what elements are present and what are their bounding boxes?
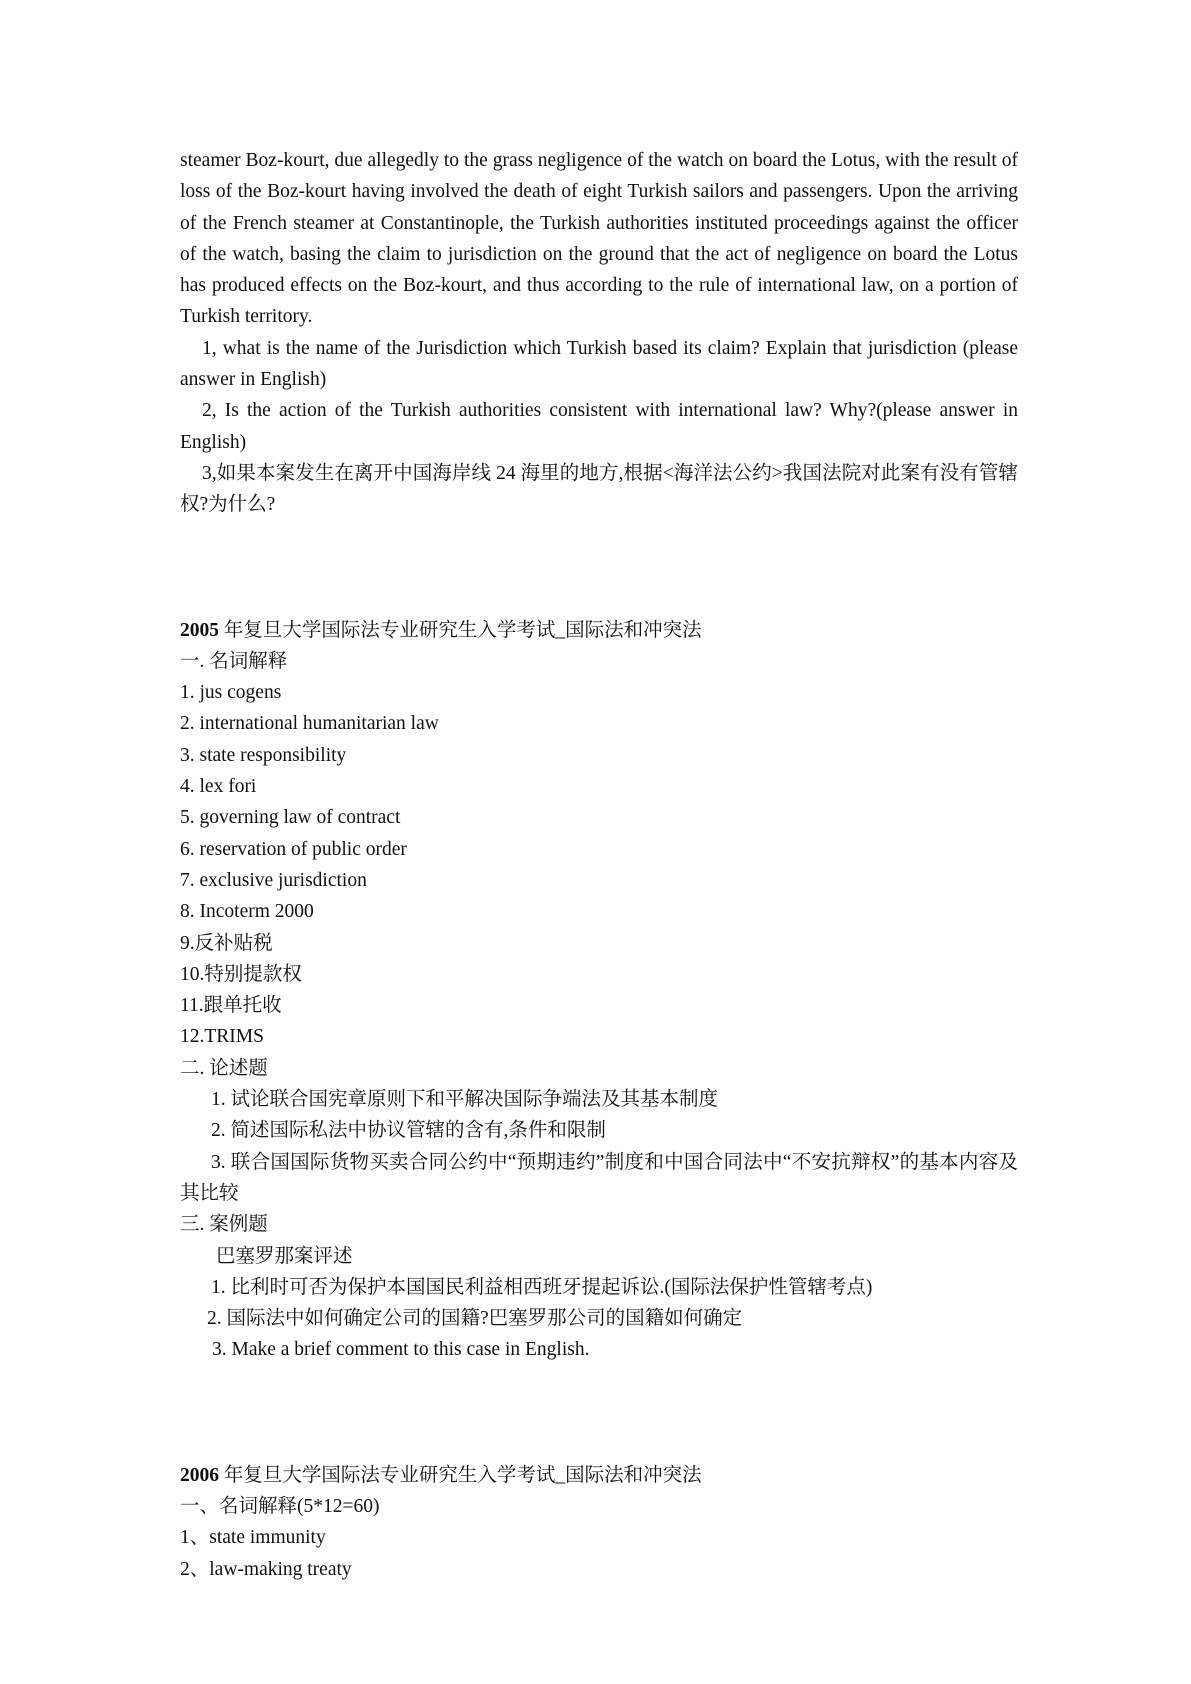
essay-item: 1. 试论联合国宪章原则下和平解决国际争端法及其基本制度 (211, 1089, 719, 1111)
term-item: 10.特别提款权 (180, 963, 302, 985)
case-question-item: 2. 国际法中如何确定公司的国籍?巴塞罗那公司的国籍如何确定 (207, 1308, 743, 1330)
case-question-1: 1, what is the name of the Jurisdiction which Turkish based its claim? Explain that jurisdiction (please answer in English) (180, 337, 1018, 391)
term-item: 1、state immunity (180, 1527, 326, 1549)
term-item: 4. lex fori (180, 776, 257, 798)
case-question-2: 2, Is the action of the Turkish authorities consistent with international law? Why?(please answer in English) (180, 400, 1018, 453)
term-item: 1. jus cogens (180, 682, 282, 704)
exam-2005-title (180, 615, 1018, 646)
exam-2005-title-text: 年复旦大学国际法专业研究生入学考试_国际法和冲突法 (219, 619, 702, 641)
section-gap (180, 521, 1018, 615)
essay-item: 3. 联合国国际货物买卖合同公约中“预期违约”制度和中国合同法中“不安抗辩权”的基本内容及其比较 (180, 1151, 1018, 1204)
exam-2006-year: 2006 (180, 1464, 219, 1486)
exam-2006-section-1: 一、名词解释(5*12=60) (180, 1495, 380, 1517)
term-item: 3. state responsibility (180, 744, 347, 766)
exam-2005-year: 2005 (180, 619, 219, 641)
section-gap (180, 1366, 1018, 1460)
term-item: 9.反补贴税 (180, 932, 273, 954)
term-item: 11.跟单托收 (180, 995, 282, 1017)
term-item: 8. Incoterm 2000 (180, 901, 314, 923)
exam-2005-section-2: 二. 论述题 (180, 1057, 268, 1079)
case-question-item: 1. 比利时可否为保护本国国民利益相西班牙提起诉讼.(国际法保护性管辖考点) (211, 1276, 873, 1298)
document-page (180, 145, 1018, 1585)
term-item: 12.TRIMS (180, 1026, 264, 1048)
case-title: 巴塞罗那案评述 (216, 1245, 353, 1267)
exam-2006-title (180, 1460, 1018, 1491)
essay-item: 2. 简述国际私法中协议管辖的含有,条件和限制 (211, 1120, 606, 1142)
exam-2005-section-3: 三. 案例题 (180, 1214, 268, 1236)
term-item: 7. exclusive jurisdiction (180, 869, 367, 891)
case-question-3: 3,如果本案发生在离开中国海岸线 24 海里的地方,根据<海洋法公约>我国法院对此案有没有管辖权?为什么? (180, 462, 1018, 516)
exam-2006-title-text: 年复旦大学国际法专业研究生入学考试_国际法和冲突法 (219, 1464, 702, 1486)
case-paragraph: steamer Boz-kourt, due allegedly to the grass negligence of the watch on board the Lotus, with the result of loss of the Boz-kourt having involved the death of eight Turkish sailors and passengers. Upon the arriving of the French steamer at Constantinople, the Turkish authorities instituted proceedings against the officer of the watch, basing the claim to jurisdiction on the ground that the act of negligence on board the Lotus has produced effects on the Boz-kourt, and thus according to the rule of international law, on a portion of Turkish territory. (180, 150, 1018, 328)
term-item: 2、law-making treaty (180, 1558, 352, 1580)
term-item: 5. governing law of contract (180, 807, 401, 829)
case-question-item: 3. Make a brief comment to this case in English. (212, 1339, 590, 1361)
exam-2005-section-1: 一. 名词解释 (180, 650, 288, 672)
term-item: 6. reservation of public order (180, 838, 407, 860)
term-item: 2. international humanitarian law (180, 713, 439, 735)
